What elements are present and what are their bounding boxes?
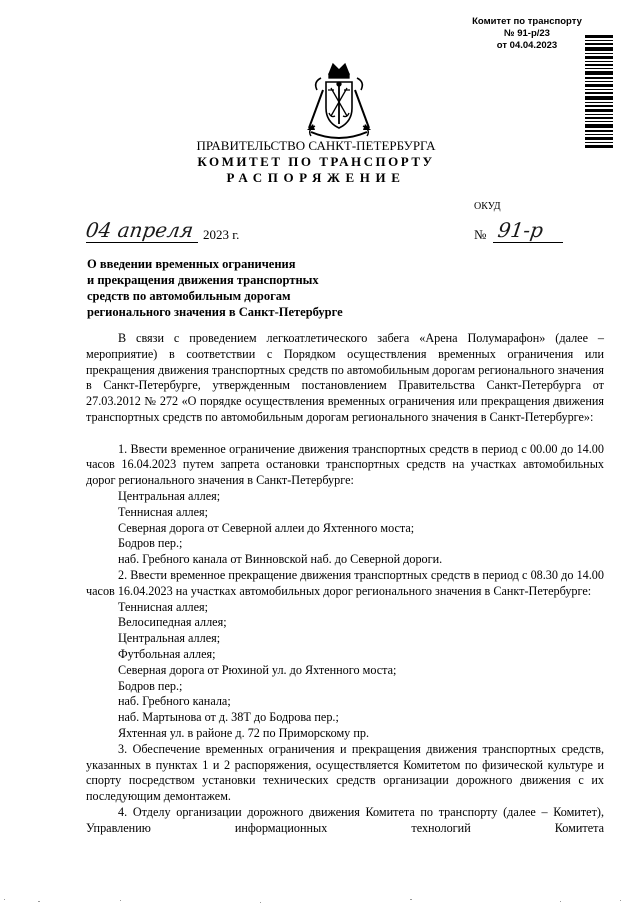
road-list-item: Футбольная аллея;	[118, 646, 216, 661]
document-number	[474, 218, 574, 244]
number-underline	[493, 242, 563, 243]
item-3-paragraph: 3. Обеспечение временных ограничения и прекращения движения транспортных средств, указанных в пунктах 1 и 2 распоряжения, осуществляется Комитетом по физической культуре и спорту посредством установки технических средств организации дорожного движения с их последующим демонтажем.	[86, 741, 604, 804]
registration-stamp	[452, 16, 602, 52]
road-list-item: наб. Гребного канала от Винновской наб. до Северной дороги.	[118, 552, 443, 567]
road-list-item: Велосипедная аллея;	[118, 615, 227, 630]
document-body	[86, 331, 604, 837]
road-list-item: наб. Гребного канала;	[118, 694, 231, 709]
barcode-icon	[585, 35, 613, 148]
number-sign: №	[474, 227, 487, 242]
road-list-item: наб. Мартынова от д. 38Т до Бодрова пер.;	[118, 710, 339, 725]
road-list-item: Яхтенная ул. в районе д. 72 по Приморскому пр.	[118, 725, 369, 740]
stamp-date: от 04.04.2023	[496, 40, 558, 51]
item-2-paragraph: 2. Ввести временное прекращение движения транспортных средств в период с 08.30 до 14.00 часов 16.04.2023 на участках автомобильных дорог регионального значения в Санкт-Петербурге:	[86, 567, 604, 598]
document-date	[86, 218, 276, 244]
title-line: и прекращения движения транспортных	[87, 273, 319, 287]
item-4-paragraph: 4. Отделу организации дорожного движения Комитета по транспорту (далее – Комитет), Управлению информационных технологий Комитета	[86, 804, 604, 835]
road-list-item: Центральная аллея;	[118, 631, 221, 646]
committee-title: КОМИТЕТ ПО ТРАНСПОРТУ	[197, 154, 435, 169]
title-line: средств по автомобильным дорогам	[87, 289, 291, 303]
stamp-committee: Комитет по транспорту	[472, 16, 582, 27]
date-underline	[86, 242, 198, 243]
road-list-item: Бодров пер.;	[118, 678, 183, 693]
title-line: регионального значения в Санкт-Петербурге	[87, 305, 343, 319]
road-list-item: Северная дорога от Северной аллеи до Яхтенного моста;	[118, 520, 415, 535]
scan-noise	[0, 893, 640, 905]
document-title	[87, 256, 343, 320]
spb-coat-of-arms-icon	[299, 60, 379, 142]
handwritten-date: 04 апреля	[84, 218, 195, 242]
okud-label: ОКУД	[474, 201, 501, 212]
road-list-item: Центральная аллея;	[118, 488, 221, 503]
date-year: 2023 г.	[203, 227, 240, 242]
title-line: О введении временных ограничения	[87, 257, 296, 271]
government-title: ПРАВИТЕЛЬСТВО САНКТ-ПЕТЕРБУРГА	[196, 138, 436, 153]
stamp-number: № 91-р/23	[504, 28, 550, 39]
item-1-paragraph: 1. Ввести временное ограничение движения транспортных средств в период с 00.00 до 14.00 часов 16.04.2023 путем запрета остановки транспортных средств на участках автомобильных дорог регионального значения в Санкт-Петербурге:	[86, 441, 604, 488]
road-list-item: Теннисная аллея;	[118, 599, 209, 614]
document-type: РАСПОРЯЖЕНИЕ	[226, 170, 406, 185]
road-list-item: Бодров пер.;	[118, 536, 183, 551]
handwritten-number: 91-р	[496, 218, 545, 242]
preamble-paragraph: В связи с проведением легкоатлетического забега «Арена Полумарафон» (далее – мероприятие) в соответствии с Порядком осуществления временных ограничения или прекращения движения транспортных средств по автомобильным дорогам регионального значения в Санкт-Петербурге, утвержденным постановлением Правительства Санкт-Петербурга от 27.03.2012 № 272 «О порядке осуществления временных ограничения или прекращения движения транспортных средств по автомобильным дорогам регионального значения в Санкт-Петербурге»:	[86, 331, 604, 424]
road-list-item: Теннисная аллея;	[118, 504, 209, 519]
road-list-item: Северная дорога от Рюхиной ул. до Яхтенного моста;	[118, 662, 397, 677]
